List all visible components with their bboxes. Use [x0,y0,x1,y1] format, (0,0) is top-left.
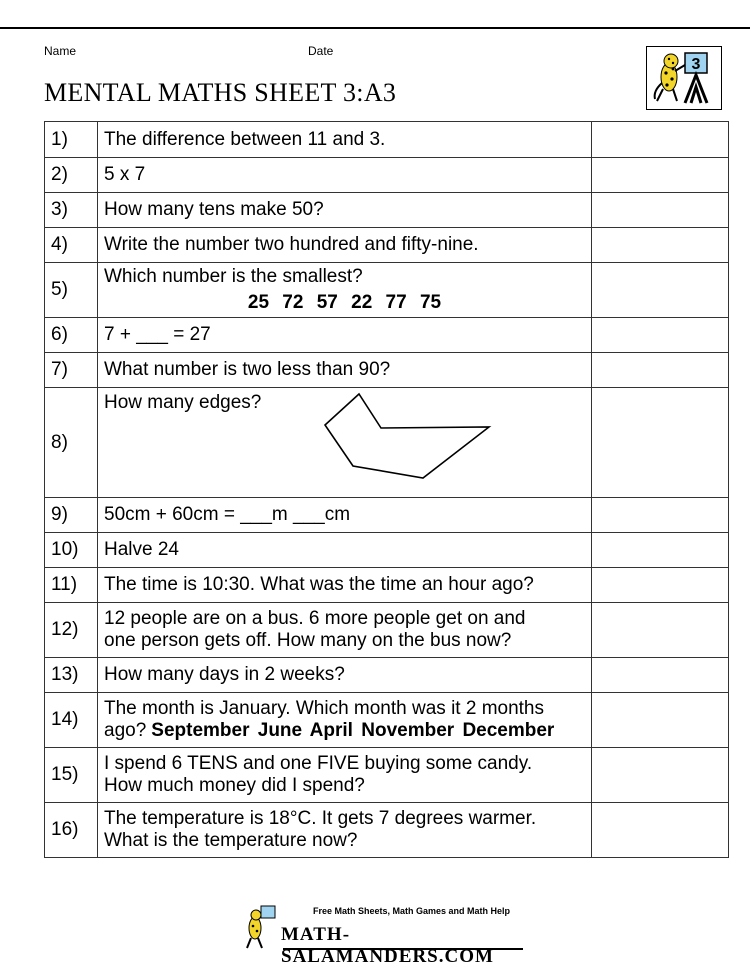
question-line: What number is two less than 90? [104,359,391,380]
salamander-logo-icon [243,904,279,950]
question-line: 7 + ___ = 27 [104,324,211,345]
question-line-text: ago? [104,720,147,741]
question-line: 5 x 7 [104,164,146,185]
question-row [45,748,729,803]
question-row [45,693,729,748]
question-number: 10) [45,533,98,568]
question-line: The difference between 11 and 3. [104,128,386,150]
question-line: How many tens make 50? [104,199,324,220]
question-row [45,498,729,533]
question-line: 50cm + 60cm = ___m ___cm [104,504,351,525]
salamander-badge-icon [646,46,722,110]
question-row [45,122,729,158]
number-choices: 25 72 57 22 77 75 [247,292,442,313]
question-number: 12) [45,603,98,658]
question-number: 4) [45,228,98,263]
question-text [98,193,592,228]
question-row [45,193,729,228]
question-number: 8) [45,388,98,498]
footer-logo-text: MATH-SALAMANDERS.COM [281,924,494,967]
question-line: The month is January. Which month was it 2 months [104,698,544,719]
question-number: 16) [45,803,98,858]
pentagon-shape [309,392,509,484]
svg-text:3: 3 [691,56,701,73]
question-number: 13) [45,658,98,693]
question-number: 11) [45,568,98,603]
question-text [98,122,592,158]
question-line: Write the number two hundred and fifty-nine. [104,234,479,255]
question-row [45,353,729,388]
answer-box[interactable] [592,568,729,603]
question-number: 5) [45,263,98,318]
question-number: 1) [45,122,98,158]
answer-box[interactable] [592,318,729,353]
question-text [98,353,592,388]
question-row [45,388,729,498]
answer-box[interactable] [592,533,729,568]
page-title: MENTAL MATHS SHEET 3:A3 [44,78,397,107]
footer-rule [283,948,523,950]
question-line: What is the temperature now? [104,830,358,851]
top-rule [0,27,750,29]
question-text [98,603,592,658]
question-text [98,388,592,498]
answer-box[interactable] [592,603,729,658]
answer-box[interactable] [592,803,729,858]
question-line: I spend 6 TENS and one FIVE buying some candy. [104,753,533,774]
question-row [45,228,729,263]
footer-tagline: Free Math Sheets, Math Games and Math Help [313,906,511,916]
question-row [45,533,729,568]
question-row [45,658,729,693]
question-line: one person gets off. How many on the bus now? [104,630,512,651]
question-line: How many edges? [104,392,262,413]
question-line: Which number is the smallest? [104,266,363,287]
answer-box[interactable] [592,228,729,263]
question-text [98,228,592,263]
question-number: 15) [45,748,98,803]
answer-box[interactable] [592,693,729,748]
question-text [98,748,592,803]
footer-logo [243,900,533,967]
question-row [45,803,729,858]
question-line: How much money did I spend? [104,775,365,796]
answer-box[interactable] [592,158,729,193]
question-number: 2) [45,158,98,193]
name-label: Name [44,44,77,58]
answer-box[interactable] [592,353,729,388]
answer-box[interactable] [592,193,729,228]
answer-box[interactable] [592,263,729,318]
question-row [45,603,729,658]
question-line: Halve 24 [104,539,179,560]
question-number: 3) [45,193,98,228]
question-line [104,720,585,742]
question-row [45,263,729,318]
answer-box[interactable] [592,498,729,533]
answer-box[interactable] [592,122,729,158]
question-line: How many days in 2 weeks? [104,664,345,685]
question-text [98,803,592,858]
question-text [98,158,592,193]
questions-table [44,121,729,858]
month-options: September June April November December [151,720,555,741]
question-text [98,263,592,318]
question-line: The temperature is 18°C. It gets 7 degrees warmer. [104,808,537,829]
question-row [45,568,729,603]
question-number: 14) [45,693,98,748]
question-number: 9) [45,498,98,533]
question-number: 6) [45,318,98,353]
question-text [98,693,592,748]
question-text [98,318,592,353]
answer-box[interactable] [592,748,729,803]
question-text [98,533,592,568]
question-text [98,498,592,533]
answer-box[interactable] [592,388,729,498]
answer-box[interactable] [592,658,729,693]
question-text [98,658,592,693]
question-row [45,158,729,193]
question-text [98,568,592,603]
question-number: 7) [45,353,98,388]
question-line: 12 people are on a bus. 6 more people get on and [104,608,526,629]
date-label: Date [308,44,334,58]
question-row [45,318,729,353]
question-line: The time is 10:30. What was the time an hour ago? [104,574,534,595]
